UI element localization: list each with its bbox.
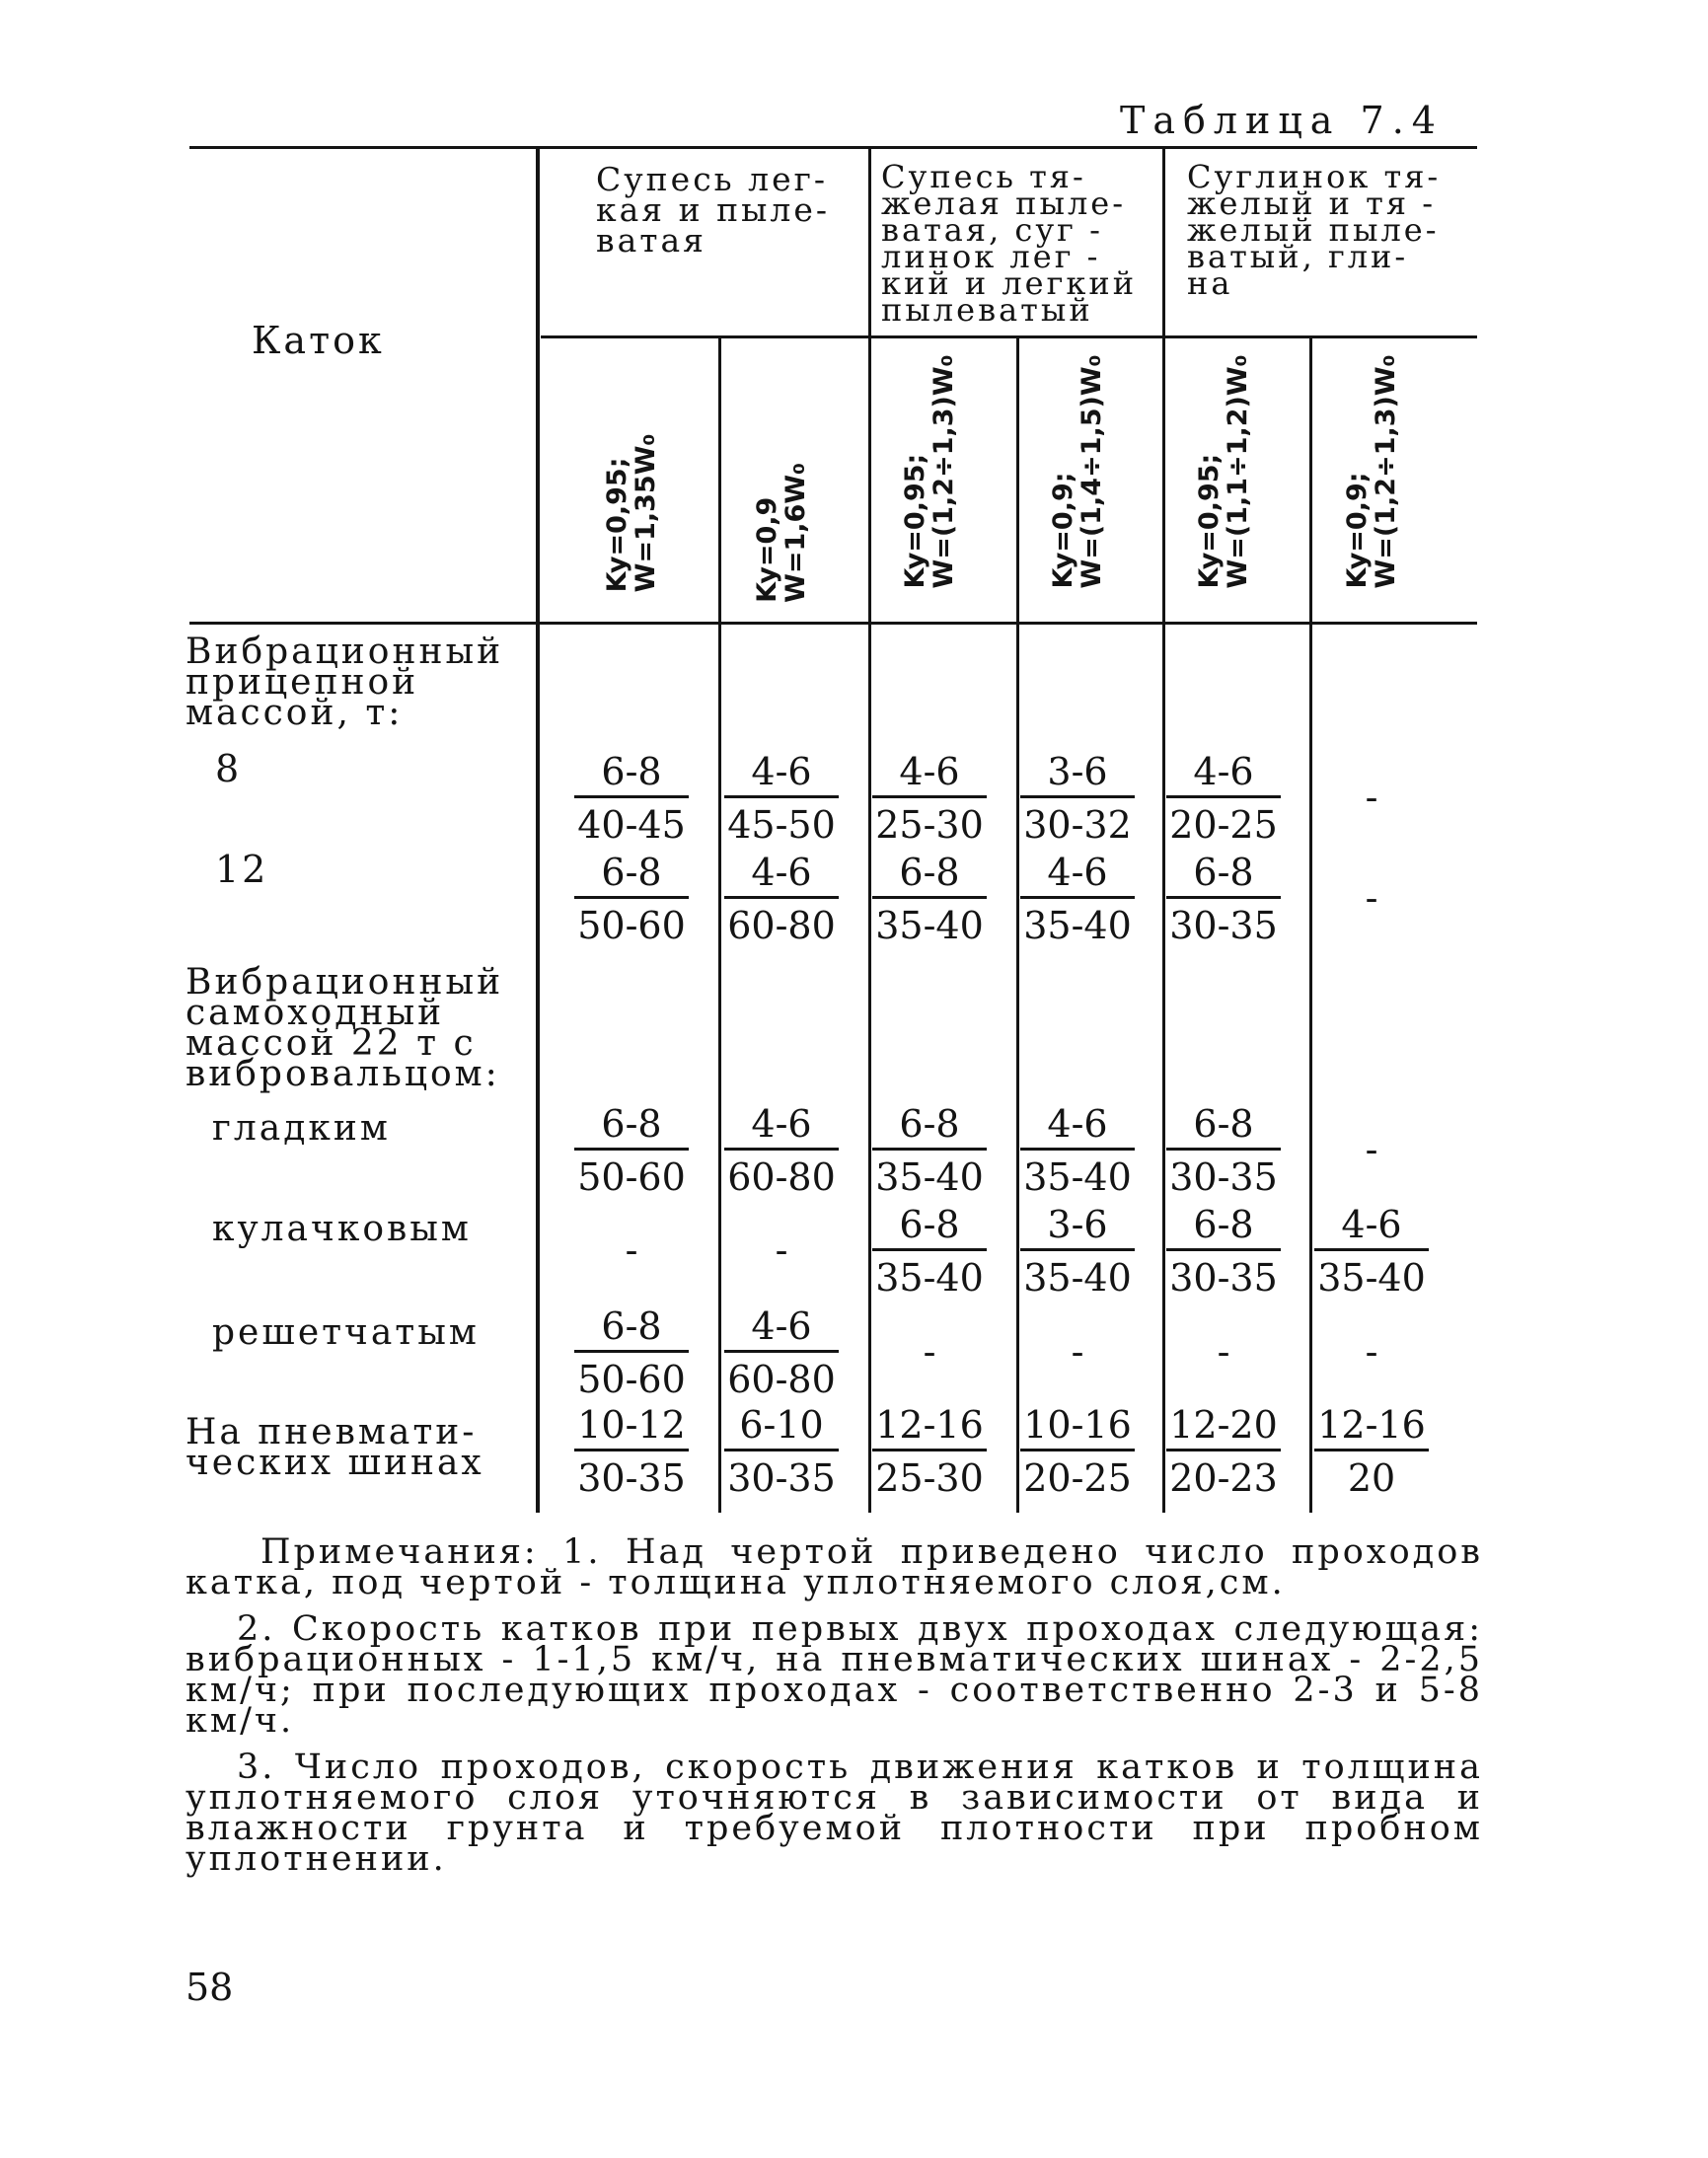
cell-layer-thickness: 50-60 (577, 1358, 686, 1401)
fraction-bar (724, 795, 839, 798)
cell-layer-thickness: 30-35 (1169, 1155, 1278, 1199)
fraction-bar (1166, 1449, 1281, 1451)
row-label-padfoot: кулачковым (212, 1209, 472, 1249)
cell-passes: 4-6 (1047, 851, 1108, 894)
cell-passes: 6-8 (1193, 1203, 1254, 1246)
cell-layer-thickness: 30-35 (1169, 1256, 1278, 1300)
row-label-mass-12: 12 (215, 848, 269, 891)
cell-layer-thickness: 25-30 (875, 803, 984, 847)
cell-layer-thickness: 30-32 (1023, 803, 1132, 847)
subheader-bottom-rule (189, 622, 1477, 625)
fraction-bar (574, 1449, 689, 1451)
cell-layer-thickness: 60-80 (727, 904, 836, 947)
cell-passes: 4-6 (1193, 750, 1254, 793)
cell-layer-thickness: 35-40 (875, 1155, 984, 1199)
cell-passes: 10-16 (1023, 1403, 1132, 1447)
row-label-mass-8: 8 (215, 747, 243, 790)
cell-layer-thickness: 35-40 (875, 904, 984, 947)
cell-layer-thickness: 30-35 (727, 1456, 836, 1500)
fraction-bar (574, 1148, 689, 1151)
note-3: 3. Число проходов, скорость движения катков и толщина уплотняемого слоя уточняются в зависимости от вида и влажности грунта и требуемой плотности при пробном уплотнении. (186, 1748, 1483, 1879)
cell-layer-thickness: 35-40 (875, 1256, 984, 1300)
note-1: Примечания: 1. Над чертой приведено число проходов катка, под чертой - толщина уплотняемого слоя,см. (186, 1532, 1483, 1602)
table-top-rule (189, 146, 1477, 149)
cell-passes: 6-8 (899, 1102, 960, 1146)
page-number: 58 (186, 1966, 234, 2009)
fraction-bar (1020, 1148, 1135, 1151)
fraction-bar (872, 795, 987, 798)
fraction-bar (724, 896, 839, 899)
cell-passes: 10-12 (577, 1403, 686, 1447)
cell-passes: 6-8 (899, 1203, 960, 1246)
fraction-bar (1166, 896, 1281, 899)
cell-passes: 6-8 (601, 1102, 662, 1146)
fraction-bar (574, 896, 689, 899)
group-header-rule (541, 335, 1477, 338)
cell-layer-thickness: 25-30 (875, 1456, 984, 1500)
fraction-bar (1020, 1449, 1135, 1451)
row-group-vibratory-trailed: Вибрационный прицепной массой, т: (186, 632, 504, 733)
cell-passes: 6-8 (601, 750, 662, 793)
sub-divider-3 (1309, 337, 1312, 1513)
fraction-bar (724, 1350, 839, 1353)
fraction-bar (1314, 1248, 1429, 1251)
cell-passes: 6-8 (1193, 1102, 1254, 1146)
table-caption: Таблица 7.4 (1120, 99, 1444, 142)
soil-group-1-header: Супесь лег- кая и пыле- ватая (596, 160, 830, 260)
cell-layer-thickness: 40-45 (577, 803, 686, 847)
cell-passes: 12-20 (1169, 1403, 1278, 1447)
cell-passes: 6-8 (899, 851, 960, 894)
cell-layer-thickness: 50-60 (577, 1155, 686, 1199)
cell-layer-thickness: 35-40 (1317, 1256, 1426, 1300)
corner-label: Каток (252, 319, 385, 362)
cell-passes: 6-8 (1193, 851, 1254, 894)
fraction-bar (872, 1449, 987, 1451)
cell-passes: 6-8 (601, 851, 662, 894)
fraction-bar (1020, 896, 1135, 899)
cell-passes: 4-6 (751, 1304, 812, 1348)
fraction-bar (724, 1148, 839, 1151)
cell-passes: 4-6 (1341, 1203, 1402, 1246)
cell-passes: 4-6 (751, 851, 812, 894)
cell-passes: 3-6 (1047, 750, 1108, 793)
fraction-bar (1314, 1449, 1429, 1451)
fraction-bar (1020, 1248, 1135, 1251)
cell-layer-thickness: 30-35 (577, 1456, 686, 1500)
cell-layer-thickness: 20 (1347, 1456, 1396, 1500)
cell-layer-thickness: 60-80 (727, 1155, 836, 1199)
cell-passes: 4-6 (899, 750, 960, 793)
cell-passes: 4-6 (1047, 1102, 1108, 1146)
fraction-bar (1166, 1148, 1281, 1151)
cell-passes: 4-6 (751, 750, 812, 793)
fraction-bar (872, 896, 987, 899)
cell-layer-thickness: 45-50 (727, 803, 836, 847)
cell-layer-thickness: 20-23 (1169, 1456, 1278, 1500)
cell-layer-thickness: 30-35 (1169, 904, 1278, 947)
cell-layer-thickness: 50-60 (577, 904, 686, 947)
cell-passes: 3-6 (1047, 1203, 1108, 1246)
row-label-grid: решетчатым (212, 1312, 480, 1353)
cell-layer-thickness: 35-40 (1023, 904, 1132, 947)
soil-group-3-header: Суглинок тя- желый и тя - желый пыле- ватый, гли- на (1187, 158, 1442, 302)
row-label-smooth: гладким (212, 1108, 391, 1149)
row-label-pneumatic: На пневмати- ческих шинах (186, 1412, 484, 1483)
note-2: 2. Скорость катков при первых двух проходах следующая: вибрационных - 1-1,5 км/ч, на пневматических шинах - 2-2,5 км/ч; при последующих проходах - соответственно 2-3 и 5-8 км/ч. (186, 1609, 1483, 1741)
stub-divider (536, 146, 540, 1513)
cell-passes: 12-16 (1317, 1403, 1426, 1447)
cell-layer-thickness: 35-40 (1023, 1155, 1132, 1199)
cell-passes: 6-8 (601, 1304, 662, 1348)
cell-layer-thickness: 20-25 (1169, 803, 1278, 847)
cell-passes: 4-6 (751, 1102, 812, 1146)
cell-layer-thickness: 35-40 (1023, 1256, 1132, 1300)
cell-layer-thickness: 20-25 (1023, 1456, 1132, 1500)
row-group-vibratory-self: Вибрационный самоходный массой 22 т с вибровальцом: (186, 962, 504, 1094)
cell-layer-thickness: 60-80 (727, 1358, 836, 1401)
soil-group-2-header: Супесь тя- желая пыле- ватая, суг - линок лег - кий и легкий пылеватый (881, 158, 1138, 329)
fraction-bar (872, 1248, 987, 1251)
fraction-bar (574, 1350, 689, 1353)
cell-passes: 12-16 (875, 1403, 984, 1447)
fraction-bar (1166, 1248, 1281, 1251)
cell-passes: 6-10 (739, 1403, 824, 1447)
fraction-bar (574, 795, 689, 798)
fraction-bar (872, 1148, 987, 1151)
fraction-bar (724, 1449, 839, 1451)
fraction-bar (1166, 795, 1281, 798)
fraction-bar (1020, 795, 1135, 798)
table-notes (186, 1532, 1483, 1891)
